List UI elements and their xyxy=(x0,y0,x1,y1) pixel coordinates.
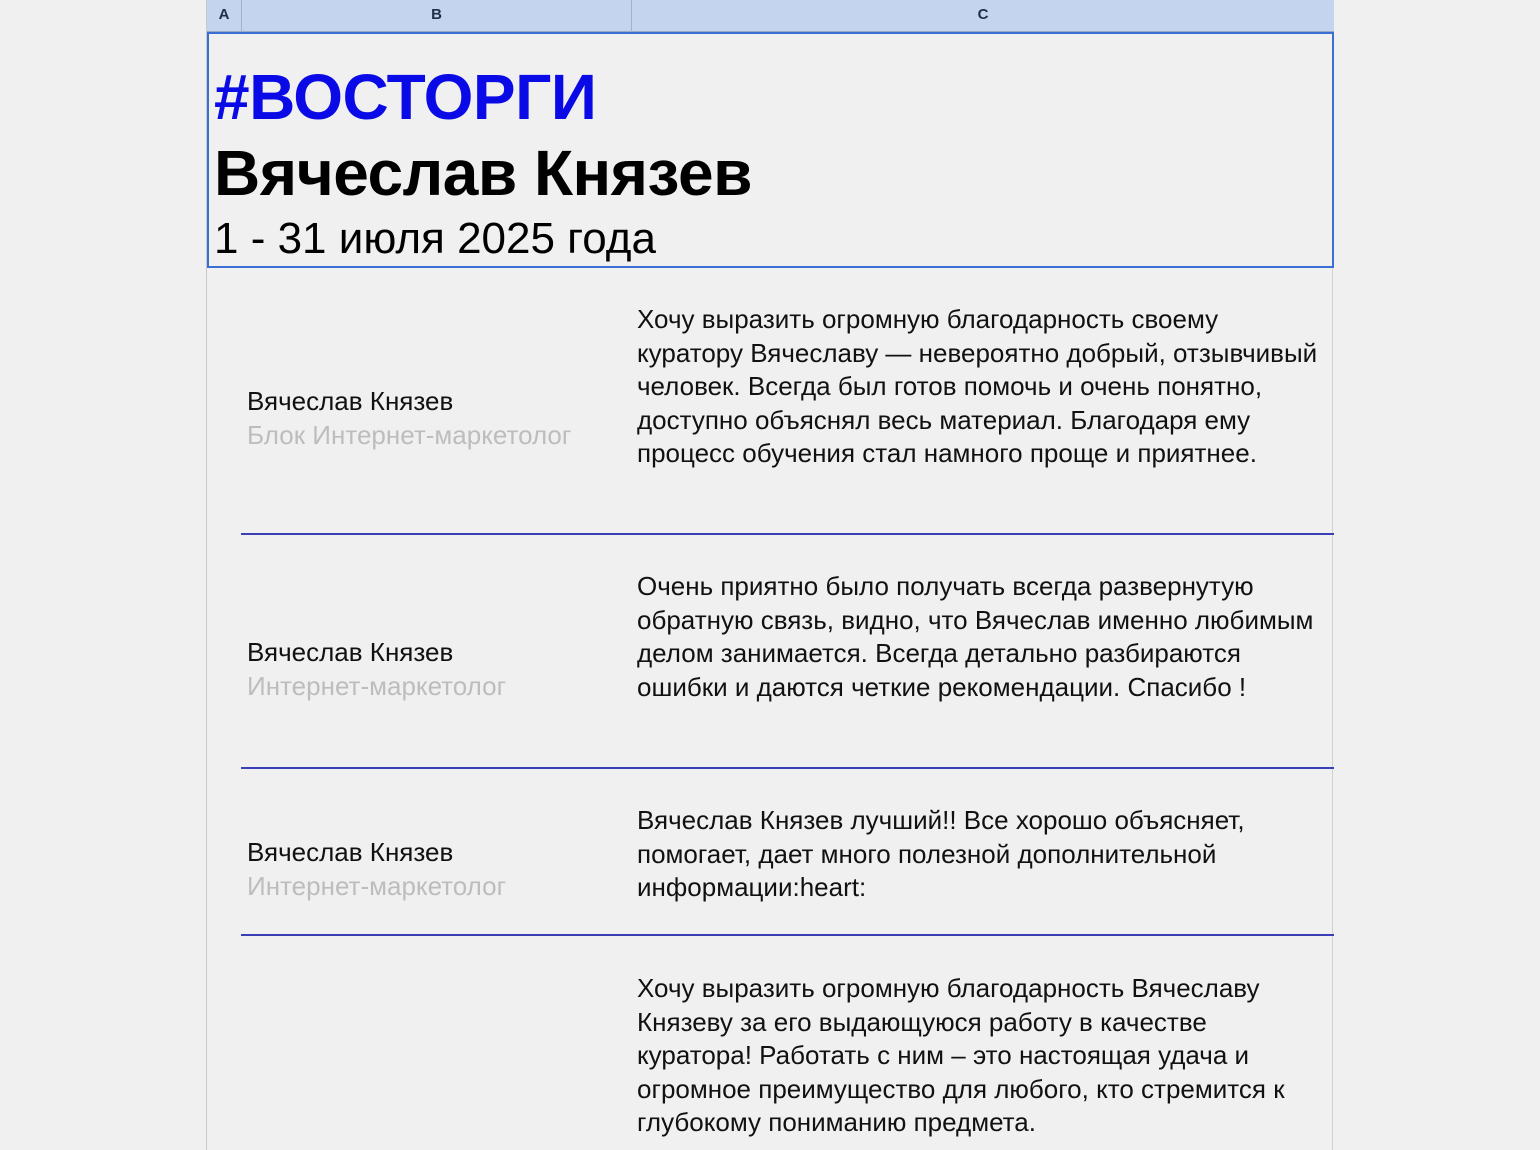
column-header-row xyxy=(207,0,1334,32)
column-header-c[interactable]: C xyxy=(977,6,989,23)
person-name-title: Вячеслав Князев xyxy=(214,137,752,209)
reviewer-role: Блок Интернет-маркетолог xyxy=(247,420,572,450)
reviewer-role: Интернет-маркетолог xyxy=(247,871,507,901)
row-divider xyxy=(241,767,1334,769)
review-author-cell[interactable] xyxy=(247,384,627,452)
hashtag-title: #ВОСТОРГИ xyxy=(214,61,597,133)
reviewer-name: Вячеслав Князев xyxy=(247,837,454,867)
period-subtitle: 1 - 31 июля 2025 года xyxy=(214,214,656,263)
row-divider xyxy=(241,934,1334,936)
review-text-cell[interactable]: Очень приятно было получать всегда развернутую обратную связь, видно, что Вячеслав именно любимым делом занимается. Всегда детально разбираются ошибки и даются четкие рекомендации. Спасибо ! xyxy=(637,571,1314,702)
selected-header-cell[interactable] xyxy=(207,32,1334,268)
reviewer-name: Вячеслав Князев xyxy=(247,637,454,667)
review-text-cell[interactable]: Хочу выразить огромную благодарность своему куратору Вячеславу — невероятно добрый, отзывчивый человек. Всегда был готов помочь и очень понятно, доступно объяснял весь материал. Благодаря ему процесс обучения стал намного проще и приятнее. xyxy=(637,304,1318,468)
reviewer-name: Вячеслав Князев xyxy=(247,386,454,416)
row-divider xyxy=(241,533,1334,535)
spreadsheet xyxy=(206,0,1333,1150)
review-author-cell[interactable] xyxy=(247,635,627,703)
review-author-cell[interactable] xyxy=(247,835,627,903)
review-text-cell[interactable]: Вячеслав Князев лучший!! Все хорошо объясняет, помогает, дает много полезной дополнительной информации:heart: xyxy=(637,805,1245,902)
column-header-a[interactable]: A xyxy=(207,0,242,32)
review-text-cell[interactable]: Хочу выразить огромную благодарность Вячеславу Князеву за его выдающуюся работу в качестве куратора! Работать с ним – это настоящая удача и огромное преимущество для любого, кто стремится к глубокому пониманию предмета. xyxy=(637,973,1285,1137)
reviewer-role: Интернет-маркетолог xyxy=(247,671,507,701)
column-header-b[interactable]: B xyxy=(242,0,632,32)
